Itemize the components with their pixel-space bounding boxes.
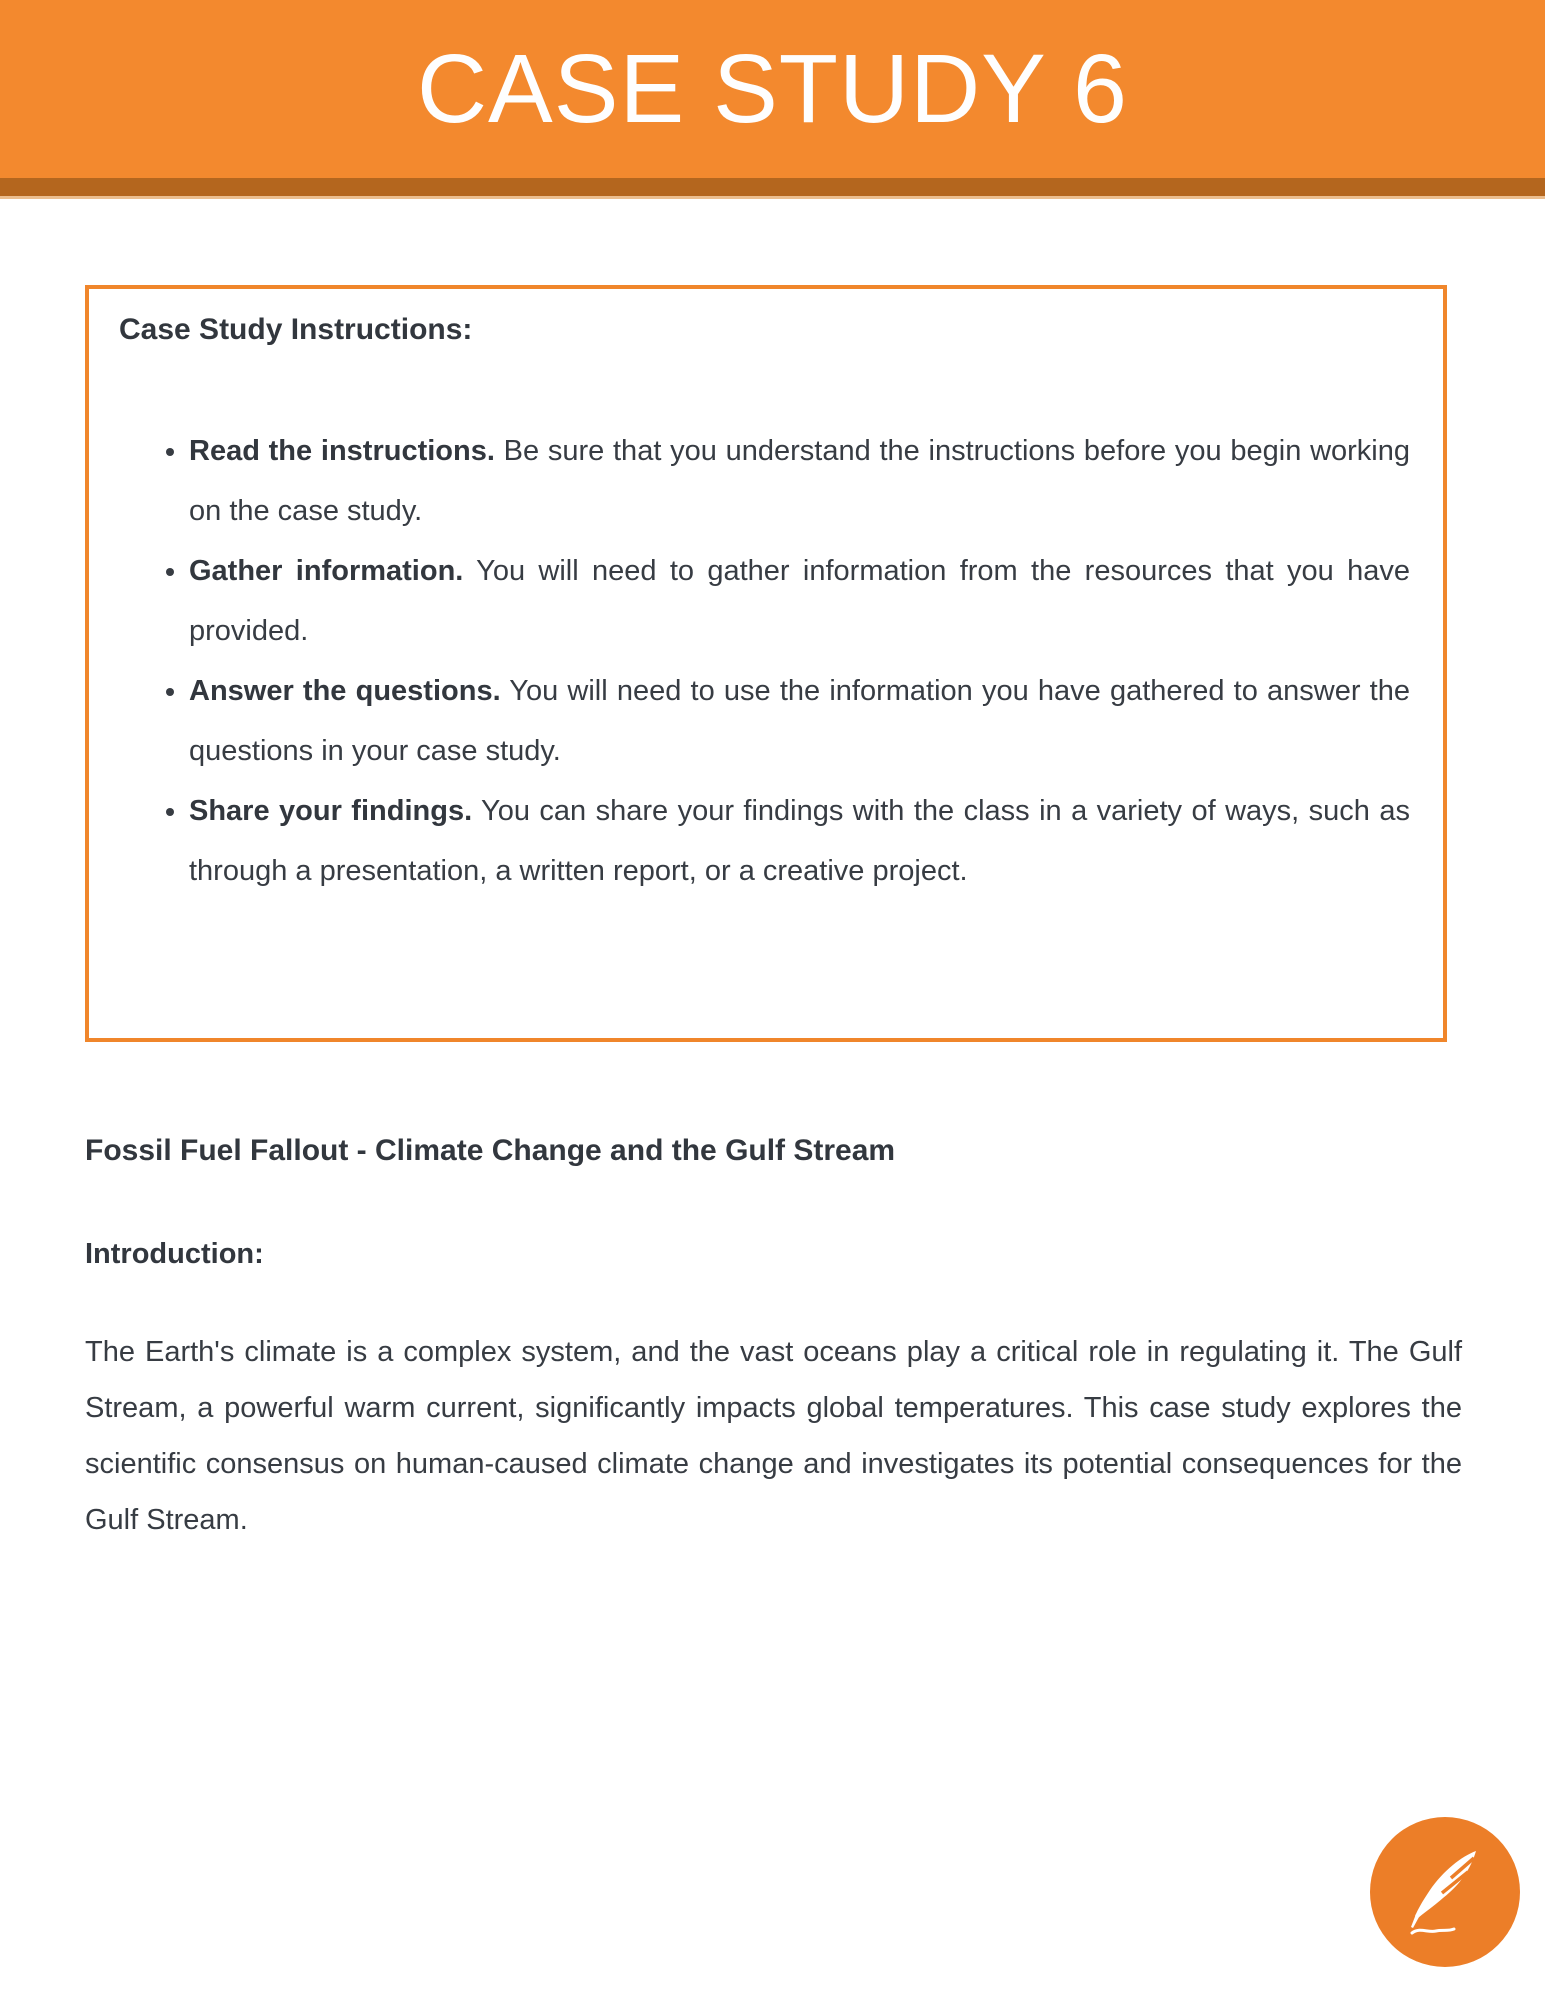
instruction-item-answer <box>189 661 1410 781</box>
instruction-item-text: You will need to use the information you have gathered to answer the questions in your case study. <box>189 675 1410 767</box>
header-strip <box>0 178 1545 196</box>
page-title: CASE STUDY 6 <box>417 34 1128 143</box>
instructions-heading: Case Study Instructions: <box>119 313 473 346</box>
instruction-item-read <box>189 421 1410 541</box>
instruction-item-lead: Answer the questions. <box>189 675 501 707</box>
instruction-item-text: You will need to gather information from the resources that you have provided. <box>189 555 1410 647</box>
introduction-heading: Introduction: <box>85 1238 264 1270</box>
instruction-item-text: You can share your findings with the class in a variety of ways, such as through a presentation, a written report, or a creative project. <box>189 795 1410 887</box>
instructions-box <box>85 285 1447 1042</box>
instruction-item-share <box>189 781 1410 901</box>
header-strip-highlight <box>0 196 1545 199</box>
instructions-list <box>119 421 1410 901</box>
instruction-item-lead: Share your findings. <box>189 795 473 827</box>
brand-logo <box>1370 1817 1520 1967</box>
instruction-item-lead: Read the instructions. <box>189 435 495 467</box>
feather-quill-icon <box>1370 1817 1520 1967</box>
instruction-item-lead: Gather information. <box>189 555 464 587</box>
case-title: Fossil Fuel Fallout - Climate Change and the Gulf Stream <box>85 1134 896 1167</box>
instruction-item-text: Be sure that you understand the instructions before you begin working on the case study. <box>189 435 1410 527</box>
header-banner <box>0 0 1545 178</box>
introduction-paragraph: The Earth's climate is a complex system, and the vast oceans play a critical role in regulating it. The Gulf Stream, a powerful warm current, significantly impacts global temperatures. This case study explores the scientific consensus on human-caused climate change and investigates its potential consequences for the Gulf Stream. <box>85 1336 1462 1536</box>
instruction-item-gather <box>189 541 1410 661</box>
